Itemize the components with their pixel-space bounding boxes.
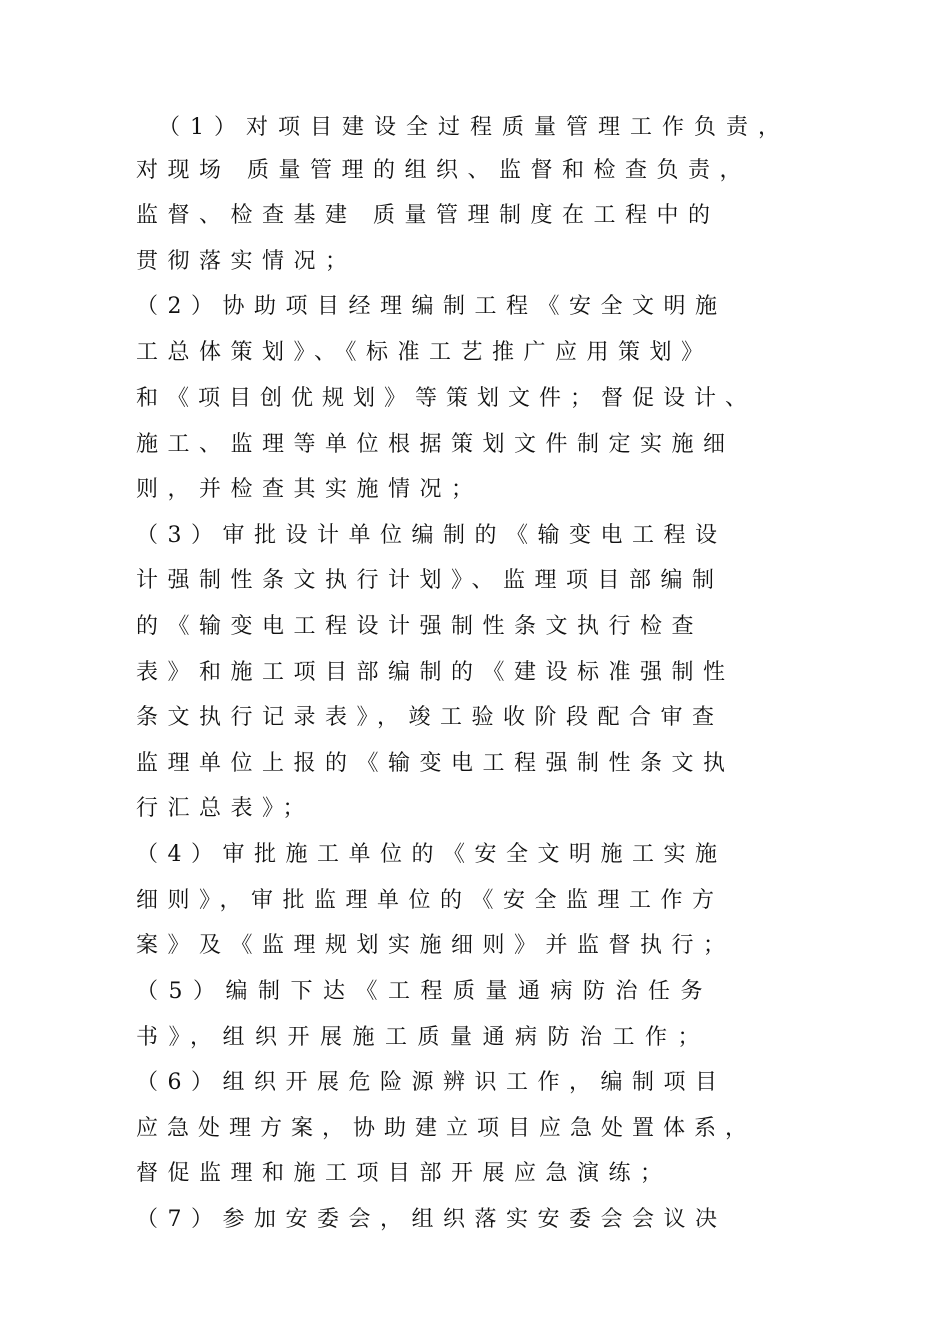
- text-line: （5）编制下达《工程质量通病防治任务: [136, 979, 713, 1004]
- text-line: 则，并检查其实施情况；: [136, 477, 483, 502]
- text-line: 对现场 质量管理的组织、监督和检查负责，: [136, 158, 751, 183]
- text-line: （4）审批施工单位的《安全文明施工实施: [136, 842, 727, 867]
- text-line: 书》，组织开展施工质量通病防治工作；: [136, 1025, 711, 1050]
- text-line: 条文执行记录表》，竣工验收阶段配合审查: [136, 705, 724, 730]
- text-line: 细则》，审批监理单位的《安全监理工作方: [136, 888, 724, 913]
- text-line: 和《项目创优规划》等策划文件；督促设计、: [136, 386, 757, 411]
- text-line: 工总体策划》、《标准工艺推广应用策划》: [136, 340, 713, 365]
- text-line: 案》及《监理规划实施细则》并监督执行；: [136, 933, 735, 958]
- text-line: （1）对项目建设全过程质量管理工作负责，: [158, 115, 790, 140]
- text-line: 的《输变电工程设计强制性条文执行检查: [136, 614, 704, 639]
- text-line: 贯彻落实情况；: [136, 249, 357, 274]
- text-line: 应急处理方案，协助建立项目应急处置体系，: [136, 1116, 757, 1141]
- text-line: 表》和施工项目部编制的《建设标准强制性: [136, 660, 735, 685]
- text-line: （3）审批设计单位编制的《输变电工程设: [136, 523, 727, 548]
- text-line: 行汇总表》；: [136, 796, 315, 821]
- text-line: （7）参加安委会，组织落实安委会会议决: [136, 1207, 727, 1232]
- text-line: （6）组织开展危险源辨识工作，编制项目: [136, 1070, 727, 1095]
- text-line: 监理单位上报的《输变电工程强制性条文执: [136, 751, 735, 776]
- text-line: 施工、监理等单位根据策划文件制定实施细: [136, 432, 735, 457]
- text-line: 督促监理和施工项目部开展应急演练；: [136, 1161, 672, 1186]
- text-line: 监督、检查基建 质量管理制度在工程中的: [136, 203, 720, 228]
- text-line: 计强制性条文执行计划》、监理项目部编制: [136, 568, 724, 593]
- text-line: （2）协助项目经理编制工程《安全文明施: [136, 294, 727, 319]
